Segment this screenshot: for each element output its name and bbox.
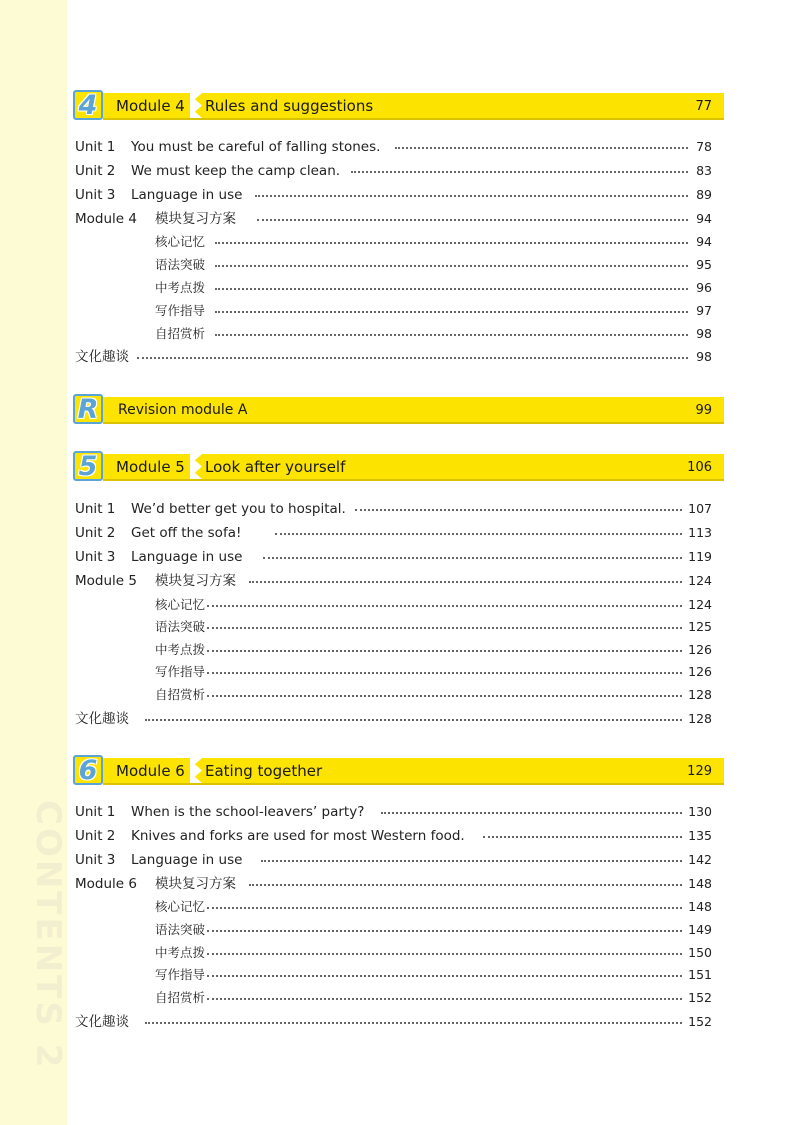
dot-leader xyxy=(145,1008,682,1024)
dot-leader xyxy=(355,495,682,511)
module-6-banner[interactable] xyxy=(73,755,724,785)
entry-title: 模块复习方案 xyxy=(155,876,236,892)
dot-leader xyxy=(207,681,682,697)
toc-entry[interactable] xyxy=(75,523,712,543)
toc-subentry[interactable] xyxy=(75,685,712,705)
dot-leader xyxy=(249,567,682,583)
dot-leader xyxy=(255,181,688,197)
entry-title: 语法突破 xyxy=(155,619,206,634)
entry-label: Unit 3 xyxy=(75,187,116,203)
dot-leader xyxy=(207,658,682,674)
module-page: 77 xyxy=(695,99,712,114)
entry-label: Unit 2 xyxy=(75,525,116,541)
entry-title: Language in use xyxy=(131,852,243,868)
entry-title: 自招赏析 xyxy=(155,990,206,1005)
dot-leader xyxy=(207,916,682,932)
dot-leader xyxy=(207,893,682,909)
page-number: 152 xyxy=(688,990,712,1005)
toc-entry[interactable] xyxy=(75,499,712,519)
entry-title: 语法突破 xyxy=(155,922,206,937)
toc-entry[interactable] xyxy=(75,874,712,894)
page-number: 128 xyxy=(688,687,712,702)
entry-label: Unit 3 xyxy=(75,852,116,868)
dot-leader xyxy=(351,157,688,173)
page-number: 151 xyxy=(688,967,712,982)
entry-label: Unit 1 xyxy=(75,501,116,517)
entry-title: 中考点拨 xyxy=(155,945,206,960)
module-label: Module 5 xyxy=(116,458,185,476)
entry-title: 中考点拨 xyxy=(155,642,206,657)
dot-leader xyxy=(261,846,682,862)
module-6-badge: 6 xyxy=(73,755,103,785)
page-number: 97 xyxy=(696,303,712,318)
toc-subentry[interactable] xyxy=(75,662,712,682)
dot-leader xyxy=(257,205,688,221)
module-4-badge: 4 xyxy=(73,90,103,120)
toc-subentry[interactable] xyxy=(75,278,712,298)
dot-leader xyxy=(207,613,682,629)
entry-title: 核心记忆 xyxy=(155,597,206,612)
module-5-badge: 5 xyxy=(73,451,103,481)
page-number: 142 xyxy=(688,852,712,867)
dot-leader xyxy=(275,519,682,535)
toc-subentry[interactable] xyxy=(75,324,712,344)
entry-label: Module 6 xyxy=(75,876,137,892)
entry-title: 写作指导 xyxy=(155,967,206,982)
page-number: 83 xyxy=(696,163,712,178)
entry-label: Unit 2 xyxy=(75,163,116,179)
dot-leader xyxy=(215,320,688,336)
page-number: 89 xyxy=(696,187,712,202)
module-title: Look after yourself xyxy=(205,458,346,476)
module-5-banner[interactable] xyxy=(73,451,724,481)
module-page: 129 xyxy=(687,764,712,779)
dot-leader xyxy=(249,870,682,886)
page-number: 135 xyxy=(688,828,712,843)
entry-title: 核心记忆 xyxy=(155,234,206,249)
entry-title: When is the school-leavers’ party? xyxy=(131,804,365,820)
toc-subentry[interactable] xyxy=(75,301,712,321)
module-title: Rules and suggestions xyxy=(205,97,374,115)
entry-label: 文化趣谈 xyxy=(75,1014,129,1030)
dot-leader xyxy=(215,297,688,313)
toc-entry[interactable] xyxy=(75,185,712,205)
page-number: 126 xyxy=(688,642,712,657)
dot-leader xyxy=(215,274,688,290)
page-number: 113 xyxy=(688,525,712,540)
toc-subentry[interactable] xyxy=(75,965,712,985)
page-number: 107 xyxy=(688,501,712,516)
page-number: 149 xyxy=(688,922,712,937)
page-number: 124 xyxy=(688,573,712,588)
page-number: 150 xyxy=(688,945,712,960)
dot-leader xyxy=(207,961,682,977)
toc-entry[interactable] xyxy=(75,137,712,157)
entry-title: 写作指导 xyxy=(155,303,206,318)
dot-leader xyxy=(145,705,682,721)
dot-leader xyxy=(381,798,682,814)
revision-page: 99 xyxy=(695,403,712,418)
module-label: Module 6 xyxy=(116,762,185,780)
entry-label: Unit 1 xyxy=(75,139,116,155)
toc-entry[interactable] xyxy=(75,347,712,367)
entry-title: You must be careful of falling stones. xyxy=(131,139,381,155)
dot-leader xyxy=(215,228,688,244)
page-number: 96 xyxy=(696,280,712,295)
toc-entry[interactable] xyxy=(75,802,712,822)
entry-title: 模块复习方案 xyxy=(155,211,236,227)
page-number: 119 xyxy=(688,549,712,564)
entry-title: 自招赏析 xyxy=(155,326,206,341)
entry-title: Knives and forks are used for most Western food. xyxy=(131,828,465,844)
toc-entry[interactable] xyxy=(75,850,712,870)
page-number: 130 xyxy=(688,804,712,819)
dot-leader xyxy=(483,822,682,838)
dot-leader xyxy=(207,636,682,652)
entry-title: 核心记忆 xyxy=(155,899,206,914)
dot-leader xyxy=(207,591,682,607)
entry-title: We must keep the camp clean. xyxy=(131,163,341,179)
toc-subentry[interactable] xyxy=(75,595,712,615)
entry-title: 写作指导 xyxy=(155,664,206,679)
dot-leader xyxy=(395,133,688,149)
toc-subentry[interactable] xyxy=(75,943,712,963)
page-number: 94 xyxy=(696,234,712,249)
toc-subentry[interactable] xyxy=(75,255,712,275)
page-number: 148 xyxy=(688,876,712,891)
entry-label: Module 5 xyxy=(75,573,137,589)
toc-entry[interactable] xyxy=(75,1012,712,1032)
entry-label: Unit 3 xyxy=(75,549,116,565)
entry-title: 中考点拨 xyxy=(155,280,206,295)
toc-subentry[interactable] xyxy=(75,640,712,660)
entry-title: 语法突破 xyxy=(155,257,206,272)
module-4-banner[interactable] xyxy=(73,90,724,120)
page-number: 124 xyxy=(688,597,712,612)
side-contents-label: CONTENTS 2 xyxy=(28,800,68,1071)
module-title: Eating together xyxy=(205,762,323,780)
entry-label: Unit 2 xyxy=(75,828,116,844)
entry-title: Language in use xyxy=(131,549,243,565)
toc-entry[interactable] xyxy=(75,826,712,846)
page-number: 126 xyxy=(688,664,712,679)
page-number: 98 xyxy=(696,326,712,341)
dot-leader xyxy=(215,251,688,267)
toc-entry[interactable] xyxy=(75,161,712,181)
revision-banner[interactable] xyxy=(73,394,724,424)
toc-entry[interactable] xyxy=(75,547,712,567)
module-label: Module 4 xyxy=(116,97,185,115)
revision-title: Revision module A xyxy=(118,402,248,418)
entry-title: 模块复习方案 xyxy=(155,573,236,589)
toc-entry[interactable] xyxy=(75,709,712,729)
entry-title: We’d better get you to hospital. xyxy=(131,501,346,517)
dot-leader xyxy=(137,343,688,359)
page-number: 95 xyxy=(696,257,712,272)
entry-title: Get off the sofa! xyxy=(131,525,242,541)
dot-leader xyxy=(207,939,682,955)
entry-title: 自招赏析 xyxy=(155,687,206,702)
page-number: 78 xyxy=(696,139,712,154)
page-number: 98 xyxy=(696,349,712,364)
entry-title: Language in use xyxy=(131,187,243,203)
entry-label: 文化趣谈 xyxy=(75,349,129,365)
page-number: 148 xyxy=(688,899,712,914)
toc-subentry[interactable] xyxy=(75,988,712,1008)
revision-badge: R xyxy=(73,394,103,424)
page-number: 152 xyxy=(688,1014,712,1029)
toc-subentry[interactable] xyxy=(75,232,712,252)
page-number: 94 xyxy=(696,211,712,226)
entry-label: Module 4 xyxy=(75,211,137,227)
entry-label: 文化趣谈 xyxy=(75,711,129,727)
toc-entry[interactable] xyxy=(75,209,712,229)
page-number: 128 xyxy=(688,711,712,726)
dot-leader xyxy=(207,984,682,1000)
page-number: 125 xyxy=(688,619,712,634)
module-page: 106 xyxy=(687,460,712,475)
toc-subentry[interactable] xyxy=(75,897,712,917)
toc-subentry[interactable] xyxy=(75,920,712,940)
dot-leader xyxy=(263,543,682,559)
toc-entry[interactable] xyxy=(75,571,712,591)
entry-label: Unit 1 xyxy=(75,804,116,820)
toc-subentry[interactable] xyxy=(75,617,712,637)
